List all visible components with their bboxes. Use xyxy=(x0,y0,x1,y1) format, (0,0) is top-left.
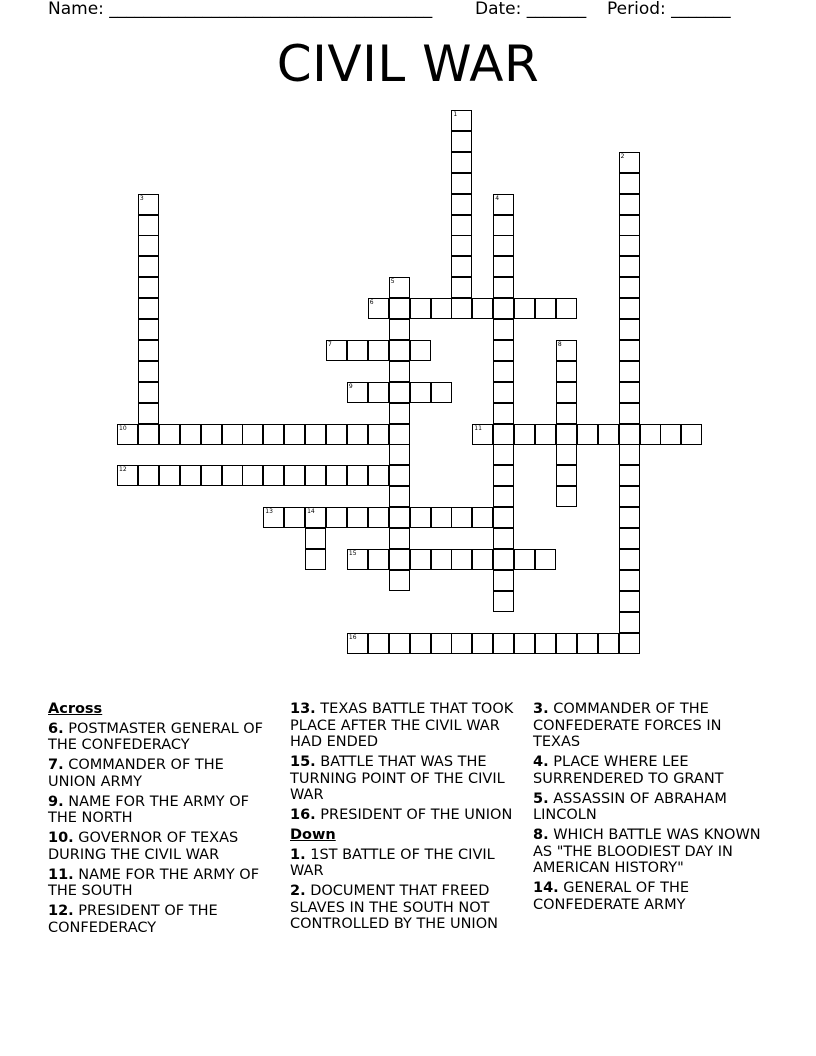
clue-number: 8 xyxy=(557,340,562,348)
crossword-cell[interactable] xyxy=(389,570,410,591)
crossword-cell[interactable] xyxy=(556,444,577,465)
crossword-cell[interactable] xyxy=(242,424,263,445)
crossword-cell[interactable] xyxy=(410,340,431,361)
crossword-cell[interactable] xyxy=(556,486,577,507)
crossword-cell[interactable] xyxy=(535,549,556,570)
clue-number: 4 xyxy=(495,194,500,202)
crossword-cell[interactable] xyxy=(389,507,410,528)
crossword-cell[interactable] xyxy=(451,507,472,528)
crossword-cell[interactable] xyxy=(493,403,514,424)
clue-label-number: 9. xyxy=(48,793,64,810)
crossword-cell[interactable] xyxy=(493,465,514,486)
clue-text: ASSASSIN OF ABRAHAM LINCOLN xyxy=(533,790,727,823)
across-clue xyxy=(290,754,518,804)
crossword-cell[interactable] xyxy=(263,424,284,445)
crossword-cell[interactable] xyxy=(389,444,410,465)
crossword-cell[interactable] xyxy=(556,465,577,486)
crossword-cell[interactable] xyxy=(619,215,640,236)
clue-label-number: 3. xyxy=(533,701,549,717)
clue-text: BATTLE THAT WAS THE TURNING POINT OF THE CIVIL WAR xyxy=(290,754,505,803)
crossword-cell[interactable] xyxy=(556,424,577,445)
crossword-cell[interactable] xyxy=(619,277,640,298)
down-clue xyxy=(290,847,518,880)
across-clue xyxy=(290,807,518,824)
crossword-cell[interactable] xyxy=(326,340,347,361)
crossword-cell[interactable] xyxy=(514,633,535,654)
crossword-cell[interactable] xyxy=(451,110,472,131)
crossword-cell[interactable] xyxy=(619,528,640,549)
clue-label-number: 6. xyxy=(48,720,64,737)
crossword-cell[interactable] xyxy=(619,256,640,277)
crossword-cell[interactable] xyxy=(410,633,431,654)
crossword-cell[interactable] xyxy=(389,319,410,340)
crossword-cell[interactable] xyxy=(347,340,368,361)
crossword-cell[interactable] xyxy=(138,194,159,215)
clue-label-number: 1. xyxy=(290,846,306,863)
crossword-cell[interactable] xyxy=(305,424,326,445)
crossword-cell[interactable] xyxy=(263,465,284,486)
crossword-cell[interactable] xyxy=(493,361,514,382)
crossword-cell[interactable] xyxy=(598,633,619,654)
crossword-cell[interactable] xyxy=(389,382,410,403)
crossword-cell[interactable] xyxy=(472,424,493,445)
crossword-cell[interactable] xyxy=(577,633,598,654)
crossword-cell[interactable] xyxy=(117,465,138,486)
across-clue xyxy=(48,757,276,790)
clue-label-number: 5. xyxy=(533,790,549,807)
crossword-cell[interactable] xyxy=(431,382,452,403)
crossword-cell[interactable] xyxy=(493,277,514,298)
crossword-cell[interactable] xyxy=(138,235,159,256)
crossword-cell[interactable] xyxy=(326,465,347,486)
down-clue xyxy=(533,791,761,824)
crossword-cell[interactable] xyxy=(389,549,410,570)
clue-text: GOVERNOR OF TEXAS DURING THE CIVIL WAR xyxy=(48,830,239,863)
crossword-cell[interactable] xyxy=(619,612,640,633)
across-clue xyxy=(48,903,276,936)
clue-number: 6 xyxy=(369,299,374,307)
crossword-cell[interactable] xyxy=(159,424,180,445)
clue-number: 13 xyxy=(265,508,273,516)
crossword-cell[interactable] xyxy=(180,424,201,445)
crossword-cell[interactable] xyxy=(660,424,681,445)
crossword-cell[interactable] xyxy=(389,340,410,361)
crossword-cell[interactable] xyxy=(284,507,305,528)
crossword-cell[interactable] xyxy=(556,340,577,361)
clues-column-3 xyxy=(533,701,761,917)
crossword-cell[interactable] xyxy=(138,361,159,382)
crossword-cell[interactable] xyxy=(389,361,410,382)
crossword-cell[interactable] xyxy=(410,507,431,528)
crossword-cell[interactable] xyxy=(117,424,138,445)
crossword-cell[interactable] xyxy=(556,298,577,319)
crossword-cell[interactable] xyxy=(389,424,410,445)
clue-text: NAME FOR THE ARMY OF THE NORTH xyxy=(48,793,249,826)
down-clue xyxy=(533,754,761,787)
clue-text: 1ST BATTLE OF THE CIVIL WAR xyxy=(290,846,495,879)
crossword-cell[interactable] xyxy=(347,465,368,486)
crossword-cell[interactable] xyxy=(451,633,472,654)
crossword-cell[interactable] xyxy=(472,549,493,570)
crossword-cell[interactable] xyxy=(242,465,263,486)
crossword-cell[interactable] xyxy=(431,507,452,528)
crossword-cell[interactable] xyxy=(263,507,284,528)
period-field[interactable]: Period: _______ xyxy=(607,0,731,19)
crossword-cell[interactable] xyxy=(493,215,514,236)
crossword-cell[interactable] xyxy=(640,424,661,445)
crossword-cell[interactable] xyxy=(159,465,180,486)
crossword-cell[interactable] xyxy=(451,277,472,298)
crossword-cell[interactable] xyxy=(389,298,410,319)
crossword-cell[interactable] xyxy=(493,486,514,507)
crossword-cell[interactable] xyxy=(472,507,493,528)
crossword-cell[interactable] xyxy=(493,633,514,654)
crossword-cell[interactable] xyxy=(493,570,514,591)
crossword-cell[interactable] xyxy=(347,549,368,570)
crossword-cell[interactable] xyxy=(619,361,640,382)
crossword-cell[interactable] xyxy=(138,319,159,340)
crossword-cell[interactable] xyxy=(284,424,305,445)
across-heading: Across xyxy=(48,701,103,717)
clue-text: TEXAS BATTLE THAT TOOK PLACE AFTER THE CIVIL WAR HAD ENDED xyxy=(290,701,514,750)
across-clue xyxy=(48,794,276,827)
crossword-cell[interactable] xyxy=(619,298,640,319)
crossword-cell[interactable] xyxy=(681,424,702,445)
clue-text: NAME FOR THE ARMY OF THE SOUTH xyxy=(48,866,260,899)
crossword-cell[interactable] xyxy=(619,465,640,486)
crossword-cell[interactable] xyxy=(472,298,493,319)
crossword-cell[interactable] xyxy=(222,465,243,486)
down-clue xyxy=(533,880,761,913)
crossword-cell[interactable] xyxy=(138,382,159,403)
across-clue xyxy=(48,721,276,754)
clue-text: COMMANDER OF THE CONFEDERATE FORCES IN TEXAS xyxy=(533,701,722,750)
crossword-cell[interactable] xyxy=(410,382,431,403)
clue-text: PRESIDENT OF THE CONFEDERACY xyxy=(48,903,218,936)
clue-label-number: 15. xyxy=(290,754,316,770)
crossword-cell[interactable] xyxy=(138,256,159,277)
crossword-cell[interactable] xyxy=(138,277,159,298)
crossword-cell[interactable] xyxy=(347,424,368,445)
crossword-cell[interactable] xyxy=(514,424,535,445)
crossword-cell[interactable] xyxy=(556,361,577,382)
across-clue xyxy=(48,830,276,863)
clue-label-number: 7. xyxy=(48,757,64,773)
across-clue xyxy=(290,701,518,751)
crossword-cell[interactable] xyxy=(138,298,159,319)
crossword-cell[interactable] xyxy=(619,570,640,591)
crossword-cell[interactable] xyxy=(535,298,556,319)
crossword-cell[interactable] xyxy=(493,298,514,319)
crossword-cell[interactable] xyxy=(556,382,577,403)
crossword-cell[interactable] xyxy=(389,465,410,486)
crossword-cell[interactable] xyxy=(493,256,514,277)
crossword-cell[interactable] xyxy=(451,173,472,194)
clue-number: 12 xyxy=(119,466,127,474)
crossword-cell[interactable] xyxy=(535,424,556,445)
clue-text: COMMANDER OF THE UNION ARMY xyxy=(48,757,224,790)
crossword-cell[interactable] xyxy=(410,549,431,570)
crossword-cell[interactable] xyxy=(201,465,222,486)
crossword-cell[interactable] xyxy=(493,507,514,528)
crossword-cell[interactable] xyxy=(305,528,326,549)
crossword-cell[interactable] xyxy=(619,152,640,173)
clues-column-2 xyxy=(290,701,518,936)
clue-label-number: 2. xyxy=(290,883,306,899)
clue-number: 3 xyxy=(139,194,144,202)
crossword-cell[interactable] xyxy=(138,424,159,445)
crossword-cell[interactable] xyxy=(619,382,640,403)
clue-label-number: 16. xyxy=(290,807,316,823)
clue-text: GENERAL OF THE CONFEDERATE ARMY xyxy=(533,880,690,913)
crossword-cell[interactable] xyxy=(619,173,640,194)
clue-text: PRESIDENT OF THE UNION xyxy=(320,807,513,823)
clue-label-number: 4. xyxy=(533,754,549,770)
clue-label-number: 14. xyxy=(533,880,559,896)
worksheet-header xyxy=(48,0,768,22)
crossword-cell[interactable] xyxy=(305,549,326,570)
crossword-cell[interactable] xyxy=(305,507,326,528)
clue-text: PLACE WHERE LEE SURRENDERED TO GRANT xyxy=(533,754,724,787)
crossword-cell[interactable] xyxy=(619,340,640,361)
crossword-cell[interactable] xyxy=(389,633,410,654)
clue-number: 9 xyxy=(348,382,353,390)
crossword-cell[interactable] xyxy=(347,633,368,654)
crossword-cell[interactable] xyxy=(619,633,640,654)
clue-text: POSTMASTER GENERAL OF THE CONFEDERACY xyxy=(48,720,264,753)
crossword-cell[interactable] xyxy=(493,340,514,361)
crossword-cell[interactable] xyxy=(556,633,577,654)
crossword-cell[interactable] xyxy=(472,633,493,654)
crossword-cell[interactable] xyxy=(556,403,577,424)
clue-text: DOCUMENT THAT FREED SLAVES IN THE SOUTH NOT CONTROLLED BY THE UNION xyxy=(290,883,498,932)
clue-number: 10 xyxy=(119,424,127,432)
crossword-cell[interactable] xyxy=(514,298,535,319)
crossword-cell[interactable] xyxy=(347,382,368,403)
crossword-cell[interactable] xyxy=(368,465,389,486)
page-title: CIVIL WAR xyxy=(276,35,540,93)
crossword-cell[interactable] xyxy=(138,465,159,486)
crossword-cell[interactable] xyxy=(514,549,535,570)
clue-label-number: 12. xyxy=(48,903,74,919)
clue-number: 16 xyxy=(348,633,357,641)
crossword-cell[interactable] xyxy=(619,194,640,215)
clue-number: 7 xyxy=(328,340,332,348)
clue-number: 11 xyxy=(474,424,482,432)
crossword-cell[interactable] xyxy=(410,298,431,319)
crossword-cell[interactable] xyxy=(451,298,472,319)
clue-text: WHICH BATTLE WAS KNOWN AS "THE BLOODIEST DAY IN AMERICAN HISTORY" xyxy=(533,827,761,876)
clue-number: 15 xyxy=(348,549,357,557)
crossword-cell[interactable] xyxy=(451,131,472,152)
crossword-cell[interactable] xyxy=(619,403,640,424)
crossword-cell[interactable] xyxy=(389,277,410,298)
clue-label-number: 10. xyxy=(48,830,74,846)
clue-number: 5 xyxy=(390,278,395,286)
crossword-cell[interactable] xyxy=(451,215,472,236)
crossword-cell[interactable] xyxy=(493,382,514,403)
crossword-cell[interactable] xyxy=(222,424,243,445)
clue-number: 1 xyxy=(453,111,458,118)
crossword-cell[interactable] xyxy=(431,633,452,654)
crossword-cell[interactable] xyxy=(368,424,389,445)
crossword-cell[interactable] xyxy=(619,486,640,507)
crossword-cell[interactable] xyxy=(284,465,305,486)
crossword-cell[interactable] xyxy=(389,486,410,507)
clue-label-number: 13. xyxy=(290,701,316,717)
crossword-cell[interactable] xyxy=(598,424,619,445)
crossword-cell[interactable] xyxy=(389,403,410,424)
crossword-cell[interactable] xyxy=(493,528,514,549)
across-clue xyxy=(48,867,276,900)
crossword-cell[interactable] xyxy=(368,298,389,319)
crossword-cell[interactable] xyxy=(431,298,452,319)
crossword-cell[interactable] xyxy=(619,549,640,570)
crossword-cell[interactable] xyxy=(389,528,410,549)
clue-label-number: 8. xyxy=(533,827,549,843)
crossword-cell[interactable] xyxy=(431,549,452,570)
crossword-cell[interactable] xyxy=(138,340,159,361)
crossword-cell[interactable] xyxy=(368,382,389,403)
crossword-cell[interactable] xyxy=(619,319,640,340)
crossword-cell[interactable] xyxy=(451,549,472,570)
crossword-cell[interactable] xyxy=(347,507,368,528)
crossword-cell[interactable] xyxy=(493,235,514,256)
crossword-cell[interactable] xyxy=(493,591,514,612)
crossword-cell[interactable] xyxy=(619,444,640,465)
crossword-cell[interactable] xyxy=(577,424,598,445)
crossword-cell[interactable] xyxy=(451,194,472,215)
crossword-cell[interactable] xyxy=(451,152,472,173)
crossword-cell[interactable] xyxy=(493,444,514,465)
crossword-cell[interactable] xyxy=(493,549,514,570)
down-clue xyxy=(533,827,761,877)
crossword-cell[interactable] xyxy=(451,256,472,277)
crossword-cell[interactable] xyxy=(493,424,514,445)
clues-column-1 xyxy=(48,701,276,940)
crossword-cell[interactable] xyxy=(619,424,640,445)
crossword-cell[interactable] xyxy=(368,507,389,528)
crossword-cell[interactable] xyxy=(619,235,640,256)
crossword-cell[interactable] xyxy=(493,319,514,340)
date-field[interactable]: Date: _______ xyxy=(475,0,587,19)
crossword-cell[interactable] xyxy=(368,340,389,361)
crossword-cell[interactable] xyxy=(326,507,347,528)
crossword-cell[interactable] xyxy=(138,215,159,236)
crossword-cell[interactable] xyxy=(138,403,159,424)
crossword-cell[interactable] xyxy=(619,507,640,528)
crossword-cell[interactable] xyxy=(368,549,389,570)
clue-number: 14 xyxy=(307,508,315,516)
crossword-cell[interactable] xyxy=(305,465,326,486)
down-heading: Down xyxy=(290,827,336,843)
crossword-cell[interactable] xyxy=(180,465,201,486)
clue-label-number: 11. xyxy=(48,866,74,883)
crossword-cell[interactable] xyxy=(493,194,514,215)
crossword-cell[interactable] xyxy=(451,235,472,256)
crossword-cell[interactable] xyxy=(619,591,640,612)
crossword-cell[interactable] xyxy=(535,633,556,654)
name-field[interactable]: Name: ______________________________________ xyxy=(48,0,433,19)
crossword-cell[interactable] xyxy=(326,424,347,445)
clue-number: 2 xyxy=(620,152,625,160)
crossword-cell[interactable] xyxy=(201,424,222,445)
down-clue xyxy=(290,883,518,933)
crossword-cell[interactable] xyxy=(368,633,389,654)
down-clue xyxy=(533,701,761,751)
